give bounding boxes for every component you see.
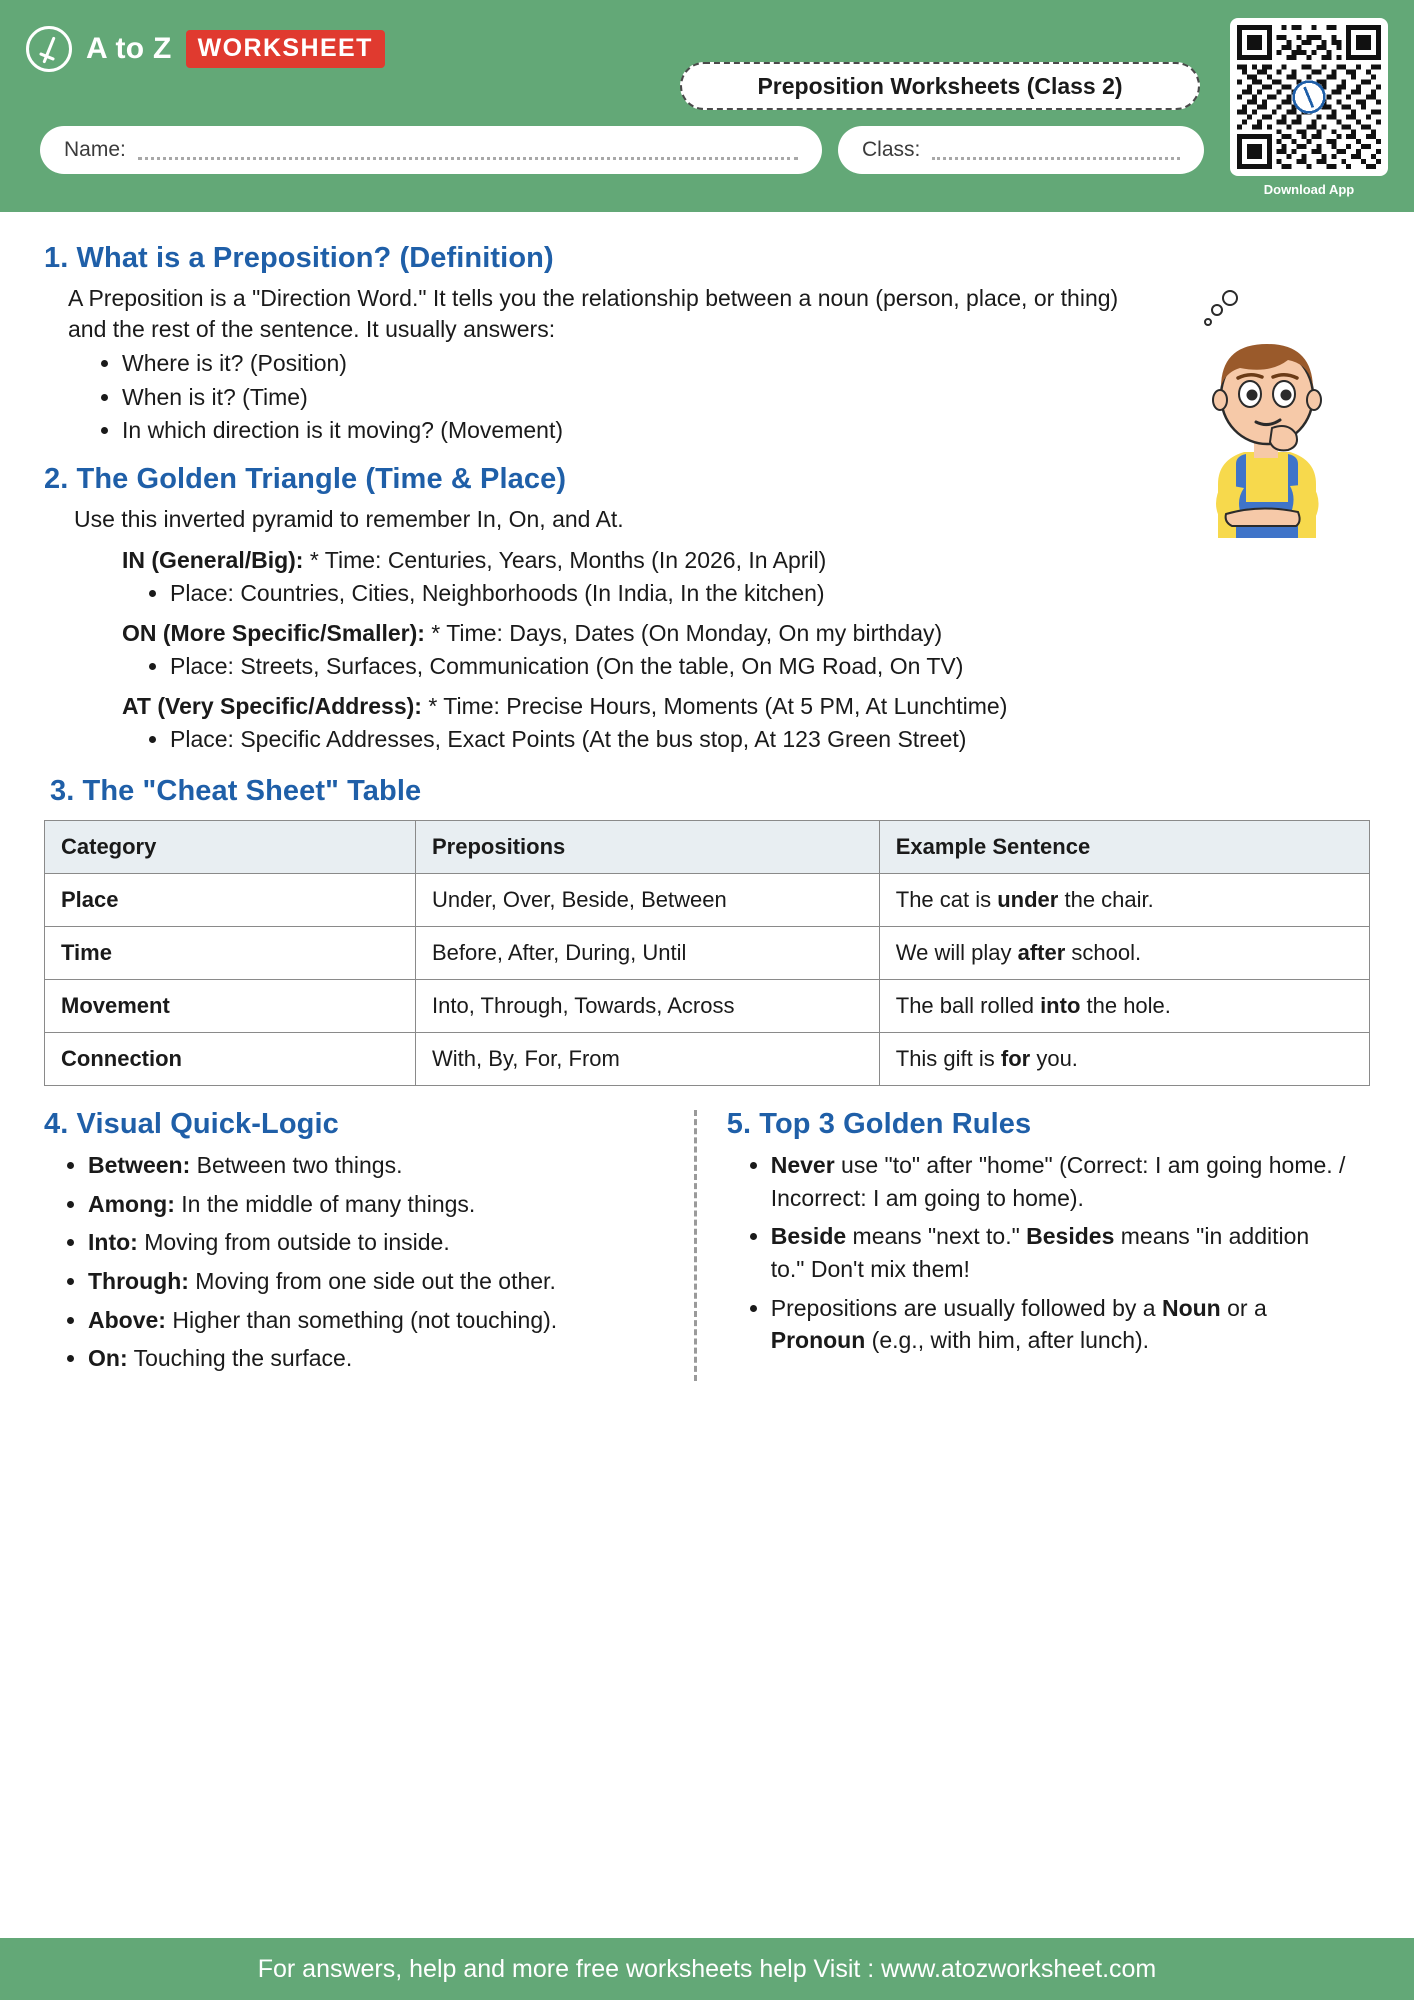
example-post: the chair. [1058, 886, 1154, 912]
cell-example [879, 979, 1369, 1032]
column-header-example: Example Sentence [879, 820, 1369, 873]
brand-tag: WORKSHEET [186, 30, 385, 68]
worksheet-title: Preposition Worksheets (Class 2) [680, 62, 1200, 110]
student-fields [40, 126, 1204, 174]
definition: Moving from outside to inside. [137, 1229, 450, 1256]
section-5-heading: 5. Top 3 Golden Rules [726, 1107, 1032, 1140]
section-4-heading: 4. Visual Quick-Logic [44, 1107, 339, 1140]
section-5 [697, 1104, 1347, 1381]
footer-text: For answers, help and more free worksheets help Visit : www.atozworksheet.com [257, 1954, 1157, 1983]
class-input-line[interactable] [932, 140, 1180, 160]
list-item: • When is it? (Time) [122, 382, 1370, 414]
rule-mid: means "next to." [846, 1223, 1027, 1250]
golden-triangle-at [44, 692, 1370, 722]
name-label: Name: [64, 138, 126, 161]
definition: Higher than something (not touching). [165, 1306, 558, 1333]
rule-mid: or a [1220, 1294, 1267, 1321]
list-item [771, 1292, 1347, 1357]
section-1-heading: 1. What is a Preposition? (Definition) [44, 242, 554, 274]
example-pre: We will play [895, 939, 1018, 965]
example-bold: under [997, 886, 1059, 912]
cell-prepositions: With, By, For, From [416, 1032, 880, 1085]
brand-name: A to Z [86, 32, 172, 65]
table-row [45, 979, 1370, 1032]
list-item [771, 1220, 1347, 1285]
list-item: • In which direction is it moving? (Movement) [122, 415, 1370, 447]
example-pre: This gift is [895, 1045, 1001, 1071]
rule-lead: Never [770, 1151, 835, 1178]
cell-category: Place [45, 873, 416, 926]
golden-triangle-at-label: AT (Very Specific/Address): [122, 693, 422, 720]
class-field[interactable] [838, 126, 1204, 174]
class-label: Class: [862, 138, 921, 161]
golden-triangle-on-label: ON (More Specific/Smaller): [122, 620, 425, 647]
list-item: • Place: Streets, Surfaces, Communication (On the table, On MG Road, On TV) [170, 653, 1370, 680]
table-header-row [45, 820, 1370, 873]
term: Into: [88, 1229, 138, 1256]
list-item [88, 1149, 668, 1182]
definition: In the middle of many things. [174, 1190, 476, 1217]
section-2-heading: 2. The Golden Triangle (Time & Place) [44, 462, 567, 495]
golden-triangle-in-text: * Time: Centuries, Years, Months (In 2026, In April) [303, 547, 827, 574]
rule-text: means "in addition to." Don't mix them! [770, 1223, 1310, 1282]
example-pre: The ball rolled [895, 992, 1041, 1018]
table-row [45, 873, 1370, 926]
cheat-sheet-table [44, 820, 1370, 1086]
section-5-list [727, 1149, 1347, 1357]
list-item [88, 1188, 668, 1221]
section-4-list [44, 1149, 668, 1375]
section-2-intro: Use this inverted pyramid to remember In, On, and At. [74, 505, 624, 532]
column-header-prepositions: Prepositions [416, 820, 880, 873]
bottom-columns [44, 1104, 1370, 1381]
list-item [88, 1226, 668, 1259]
cell-example [879, 873, 1369, 926]
list-item [771, 1149, 1347, 1214]
list-item: • Place: Countries, Cities, Neighborhoods (In India, In the kitchen) [170, 580, 1370, 607]
cell-prepositions: Into, Through, Towards, Across [416, 979, 880, 1032]
term: On: [88, 1345, 128, 1372]
golden-triangle-on-sub [44, 653, 1370, 680]
term: Among: [88, 1190, 175, 1217]
example-bold: for [1000, 1045, 1031, 1071]
definition: Touching the surface. [127, 1345, 353, 1372]
table-row [45, 926, 1370, 979]
golden-triangle-on [44, 619, 1370, 649]
golden-triangle-on-text: * Time: Days, Dates (On Monday, On my birthday) [424, 620, 943, 647]
list-item [88, 1342, 668, 1375]
name-input-line[interactable] [138, 140, 798, 160]
section-1 [44, 242, 1370, 447]
rule-lead: Beside [770, 1223, 847, 1250]
rule-lead-2: Besides [1026, 1223, 1115, 1250]
example-post: school. [1065, 939, 1142, 965]
section-4 [44, 1104, 694, 1381]
atoz-logo-icon [26, 26, 72, 72]
example-bold: after [1017, 939, 1066, 965]
example-post: the hole. [1080, 992, 1171, 1018]
cell-example [879, 1032, 1369, 1085]
qr-code-image [1237, 25, 1381, 169]
page-footer [0, 1938, 1414, 2000]
example-bold: into [1040, 992, 1081, 1018]
cell-category: Movement [45, 979, 416, 1032]
table-row [45, 1032, 1370, 1085]
cell-category: Time [45, 926, 416, 979]
golden-triangle-in-sub [44, 580, 1370, 607]
list-item [88, 1265, 668, 1298]
term: Above: [88, 1306, 166, 1333]
cell-category: Connection [45, 1032, 416, 1085]
golden-triangle-in [44, 546, 1370, 576]
section-1-paragraph: A Preposition is a "Direction Word." It tells you the relationship between a noun (person, place, or thing) and the rest of the sentence. It usually answers: [68, 285, 1119, 342]
example-pre: The cat is [895, 886, 998, 912]
list-item: • Where is it? (Position) [122, 348, 1370, 380]
golden-triangle-at-sub [44, 726, 1370, 753]
column-header-category: Category [45, 820, 416, 873]
rule-text: use "to" after "home" (Correct: I am going home. / Incorrect: I am going to home). [770, 1151, 1346, 1211]
cell-prepositions: Before, After, During, Until [416, 926, 880, 979]
term: Through: [88, 1267, 189, 1294]
rule-text: (e.g., with him, after lunch). [865, 1327, 1150, 1354]
section-3-heading: 3. The "Cheat Sheet" Table [50, 774, 422, 807]
qr-code[interactable] [1230, 18, 1388, 176]
rule-lead-2: Pronoun [770, 1327, 866, 1354]
definition: Between two things. [190, 1151, 403, 1178]
rule-lead: Noun [1161, 1294, 1221, 1321]
example-post: you. [1030, 1045, 1078, 1071]
golden-triangle-at-text: * Time: Precise Hours, Moments (At 5 PM, At Lunchtime) [421, 693, 1008, 720]
term: Between: [88, 1151, 191, 1178]
worksheet-body [0, 212, 1414, 1381]
golden-triangle-in-label: IN (General/Big): [122, 547, 304, 574]
section-3 [44, 775, 1370, 1086]
list-item [88, 1304, 668, 1337]
page-header [0, 0, 1414, 212]
definition: Moving from one side out the other. [188, 1267, 556, 1294]
qr-svg [1237, 25, 1381, 169]
cell-example [879, 926, 1369, 979]
name-field[interactable] [40, 126, 822, 174]
rule-pre: Prepositions are usually followed by a [770, 1294, 1162, 1321]
cell-prepositions: Under, Over, Beside, Between [416, 873, 880, 926]
list-item: • Place: Specific Addresses, Exact Points (At the bus stop, At 123 Green Street) [170, 726, 1370, 753]
qr-caption: Download App [1263, 182, 1355, 197]
thinking-boy-illustration [1170, 288, 1360, 548]
